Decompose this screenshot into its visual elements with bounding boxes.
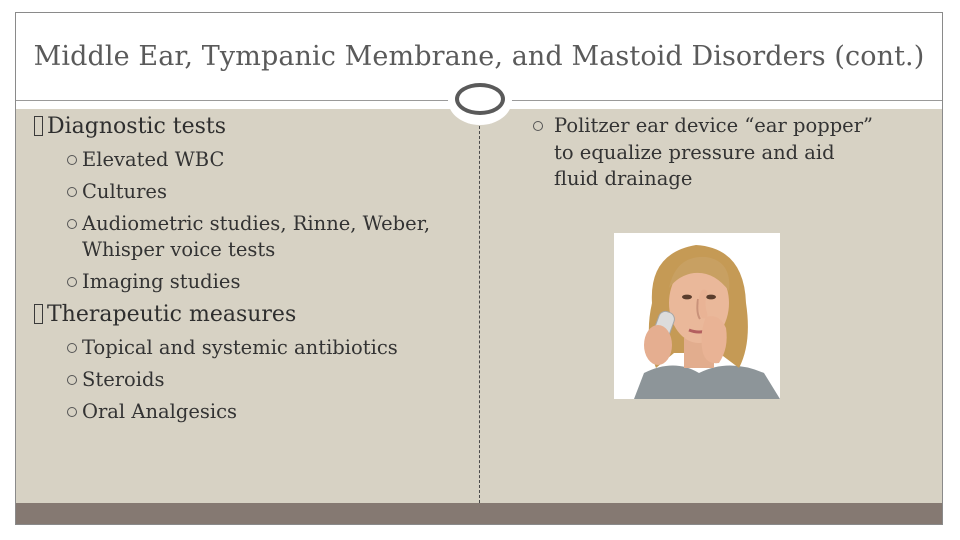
ring-bullet-icon — [67, 187, 77, 197]
woman-using-ear-popper-illustration — [614, 233, 780, 399]
list-item-text: Cultures — [82, 180, 167, 203]
ring-bullet-icon — [67, 375, 77, 385]
section-heading-therapeutic — [34, 301, 464, 329]
section-heading-label: Therapeutic measures — [47, 302, 297, 327]
circle-ornament-ring — [455, 83, 505, 115]
list-item-text: Elevated WBC — [82, 148, 225, 171]
list-item-text: Oral Analgesics — [82, 400, 238, 423]
right-column — [530, 113, 880, 193]
section-heading-diagnostic — [34, 113, 464, 141]
list-item — [34, 179, 464, 205]
ring-bullet-icon — [67, 343, 77, 353]
list-item-text: Audiometric studies, Rinne, Weber, Whisper voice tests — [82, 212, 431, 261]
list-item — [34, 147, 464, 173]
list-item — [530, 113, 880, 193]
list-item-text: Politzer ear device “ear popper” to equalize pressure and aid fluid drainage — [554, 114, 874, 190]
left-column — [34, 113, 464, 431]
ear-popper-photo — [614, 233, 780, 399]
footer-bar — [16, 503, 942, 524]
ring-bullet-icon — [533, 121, 543, 131]
list-item — [34, 269, 464, 295]
missing-glyph-bullet-icon — [34, 304, 43, 324]
ring-bullet-icon — [67, 277, 77, 287]
ring-bullet-icon — [67, 155, 77, 165]
missing-glyph-bullet-icon — [34, 116, 43, 136]
list-item-text: Topical and systemic antibiotics — [82, 336, 398, 359]
list-item-text: Steroids — [82, 368, 165, 391]
section-heading-label: Diagnostic tests — [47, 114, 227, 139]
diagnostic-list — [34, 147, 464, 295]
list-item-text: Imaging studies — [82, 270, 241, 293]
list-item — [34, 211, 464, 263]
column-divider — [479, 116, 480, 503]
slide-title: Middle Ear, Tympanic Membrane, and Mastoid Disorders (cont.) — [33, 41, 925, 72]
list-item — [34, 367, 464, 393]
list-item — [34, 399, 464, 425]
ring-bullet-icon — [67, 407, 77, 417]
ring-bullet-icon — [67, 219, 77, 229]
therapeutic-list — [34, 335, 464, 425]
list-item — [34, 335, 464, 361]
